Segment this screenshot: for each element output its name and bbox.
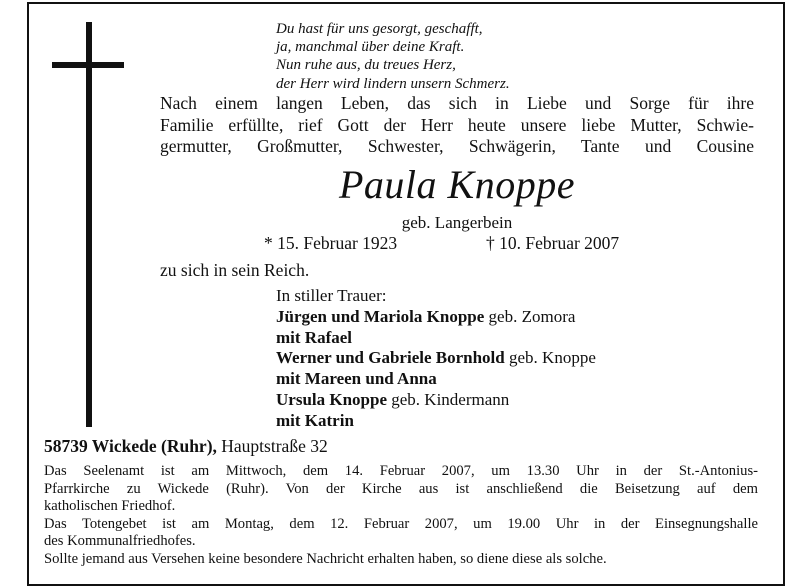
mourner-line — [276, 348, 596, 369]
mourners-heading: In stiller Trauer: — [276, 286, 387, 305]
address-street: Hauptstraße 32 — [216, 436, 328, 456]
cross-horizontal-bar — [52, 62, 124, 68]
mourner-note: geb. Knoppe — [504, 348, 596, 368]
info-line: katholischen Friedhof. — [44, 498, 176, 515]
address-line — [44, 436, 328, 457]
info-line: Das Seelenamt ist am Mittwoch, dem 14. Februar 2007, um 13.30 Uhr in der St.-Antonius- — [44, 463, 758, 479]
mourner-names: mit Rafael — [276, 327, 353, 347]
mourner-names: Werner und Gabriele Bornhold — [276, 348, 505, 368]
death-date: † 10. Februar 2007 — [486, 233, 620, 253]
address-city: 58739 Wickede (Ruhr), — [44, 436, 217, 456]
poem-line: ja, manchmal über deine Kraft. — [276, 39, 465, 56]
deceased-name: Paula Knoppe — [339, 162, 575, 207]
info-line: Pfarrkirche zu Wickede (Ruhr). Von der Kirche aus ist anschließend die Beisetzung auf dem — [44, 480, 758, 497]
info-line: des Kommunalfriedhofes. — [44, 533, 196, 550]
maiden-name: geb. Langerbein — [401, 213, 513, 232]
cross-vertical-bar — [86, 22, 92, 427]
info-line: Sollte jemand aus Versehen keine besondere Nachricht erhalten haben, so diene diese als solche. — [44, 550, 607, 567]
poem-line: Du hast für uns gesorgt, geschafft, — [276, 21, 483, 37]
intro-line: Nach einem langen Leben, das sich in Liebe und Sorge für ihre — [160, 93, 754, 113]
birth-date: * 15. Februar 1923 — [264, 233, 398, 253]
mourner-note: geb. Kindermann — [387, 389, 510, 409]
mourner-line — [276, 369, 596, 390]
mourner-line — [276, 390, 596, 411]
mourner-line — [276, 411, 596, 432]
mourner-names: mit Katrin — [276, 410, 354, 430]
mourners-list — [276, 286, 596, 432]
poem-line: der Herr wird lindern unsern Schmerz. — [276, 75, 510, 92]
mourner-names: Jürgen und Mariola Knoppe — [276, 306, 485, 326]
info-line: Das Totengebet ist am Montag, dem 12. Februar 2007, um 19.00 Uhr in der Einsegnungshalle — [44, 515, 758, 532]
intro-line: germutter, Großmutter, Schwester, Schwägerin, Tante und Cousine — [160, 136, 754, 156]
intro-line: Familie erfüllte, rief Gott der Herr heute unsere liebe Mutter, Schwie- — [160, 114, 754, 135]
poem — [276, 20, 510, 93]
intro-text — [160, 93, 754, 158]
mourner-note: geb. Zomora — [484, 306, 576, 326]
service-info — [44, 463, 758, 569]
mourner-line — [276, 328, 596, 349]
closing-line: zu sich in sein Reich. — [160, 260, 310, 280]
mourner-names: Ursula Knoppe — [276, 389, 387, 409]
mourner-names: mit Mareen und Anna — [276, 369, 437, 389]
mourner-line — [276, 307, 596, 328]
poem-line: Nun ruhe aus, du treues Herz, — [276, 57, 456, 74]
